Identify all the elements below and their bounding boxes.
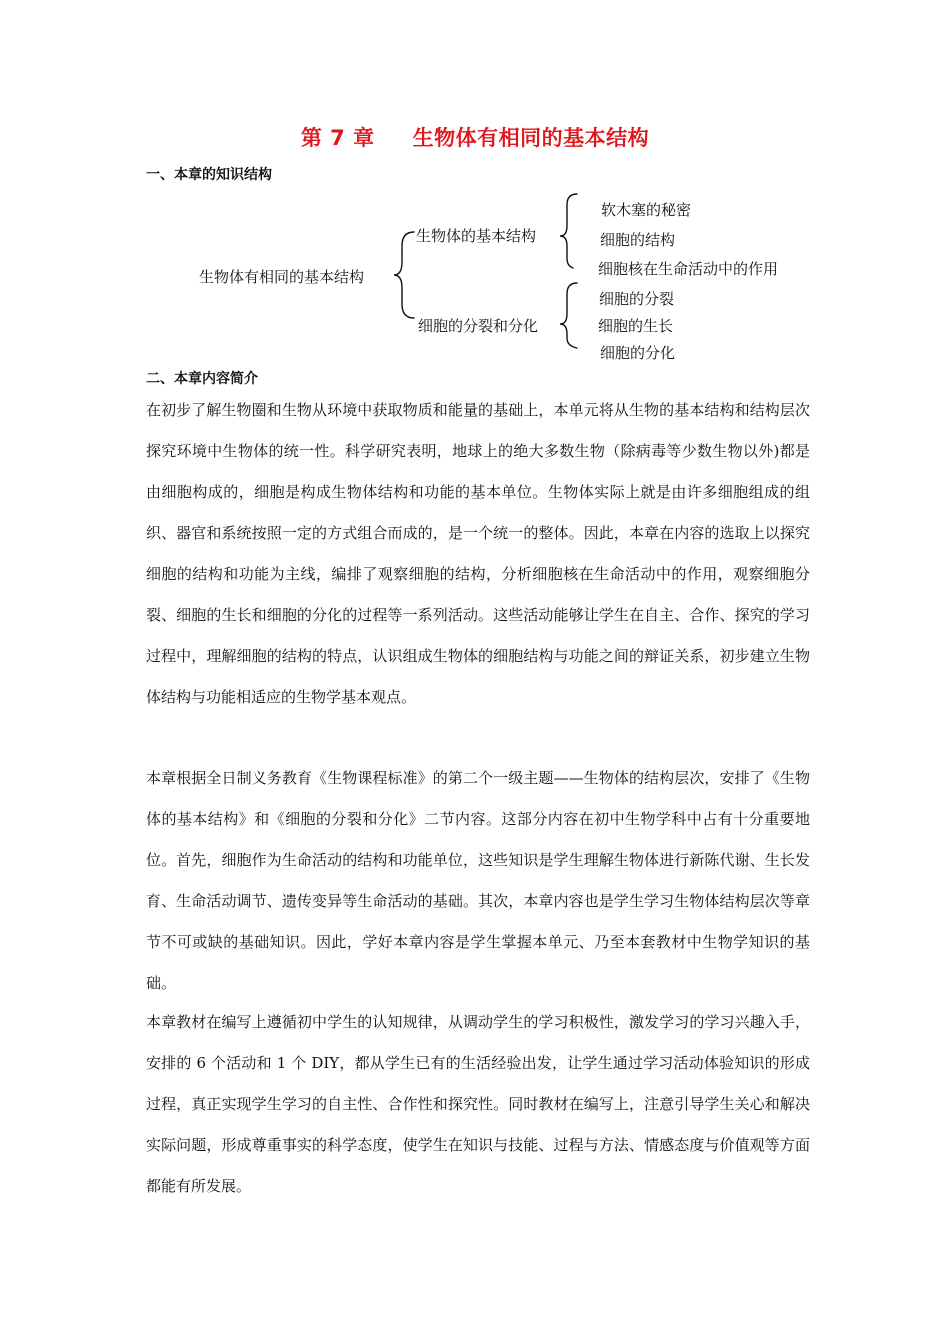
branch-division-differentiation: 细胞的分裂和分化 xyxy=(418,317,539,335)
leaf-cell-structure: 细胞的结构 xyxy=(600,231,676,249)
branch-basic-structure: 生物体的基本结构 xyxy=(416,227,537,245)
chapter-name: 生物体有相同的基本结构 xyxy=(412,126,650,150)
leaf-nucleus-role: 细胞核在生命活动中的作用 xyxy=(598,260,779,278)
chapter-number: 第 7 章 xyxy=(300,126,375,150)
intro-paragraph-3: 本章教材在编写上遵循初中学生的认知规律，从调动学生的学习积极性，激发学习的学习兴趣入手，安排的 6 个活动和 1 个 DIY，都从学生已有的生活经验出发，让学生通过学习活动体验知识的形成过程，真正实现学生学习的自主性、合作性和探究性。同时教材在编写上，注意引导学生关心和解决实际问题，形成尊重事实的科学态度，使学生在知识与技能、过程与方法、情感态度与价值观等方面都能有所发展。 xyxy=(146,1013,810,1195)
intro-paragraph-1: 在初步了解生物圈和生物从环境中获取物质和能量的基础上，本单元将从生物的基本结构和结构层次探究环境中生物体的统一性。科学研究表明，地球上的绝大多数生物（除病毒等少数生物以外)都是由细胞构成的，细胞是构成生物体结构和功能的基本单位。生物体实际上就是由许多细胞组成的组织、器官和系统按照一定的方式组合而成的，是一个统一的整体。因此，本章在内容的选取上以探究细胞的结构和功能为主线，编排了观察细胞的结构，分析细胞核在生命活动中的作用，观察细胞分裂、细胞的生长和细胞的分化的过程等一系列活动。这些活动能够让学生在自主、合作、探究的学习过程中，理解细胞的结构的特点，认识组成生物体的细胞结构与功能之间的辩证关系，初步建立生物体结构与功能相适应的生物学基本观点。 xyxy=(146,401,810,706)
leaf-cell-growth: 细胞的生长 xyxy=(598,317,674,335)
intro-paragraph-2: 本章根据全日制义务教育《生物课程标准》的第二个一级主题——生物体的结构层次，安排了《生物体的基本结构》和《细胞的分裂和分化》二节内容。这部分内容在初中生物学科中占有十分重要地位。首先，细胞作为生命活动的结构和功能单位，这些知识是学生理解生物体进行新陈代谢、生长发育、生命活动调节、遗传变异等生命活动的基础。其次，本章内容也是学生学习生物体结构层次等章节不可或缺的基础知识。因此，学好本章内容是学生掌握本单元、乃至本套教材中生物学知识的基础。 xyxy=(146,769,810,992)
section-heading-structure: 一、本章的知识结构 xyxy=(146,167,272,183)
leaf-cell-division: 细胞的分裂 xyxy=(599,290,675,308)
section-heading-intro: 二、本章内容简介 xyxy=(146,371,258,387)
leaf-cell-differentiation: 细胞的分化 xyxy=(600,344,676,362)
branch2-brace xyxy=(560,283,577,348)
root-brace xyxy=(394,232,414,318)
leaf-cork-secret: 软木塞的秘密 xyxy=(601,201,692,219)
structure-root: 生物体有相同的基本结构 xyxy=(199,268,365,286)
branch1-brace xyxy=(560,194,577,268)
